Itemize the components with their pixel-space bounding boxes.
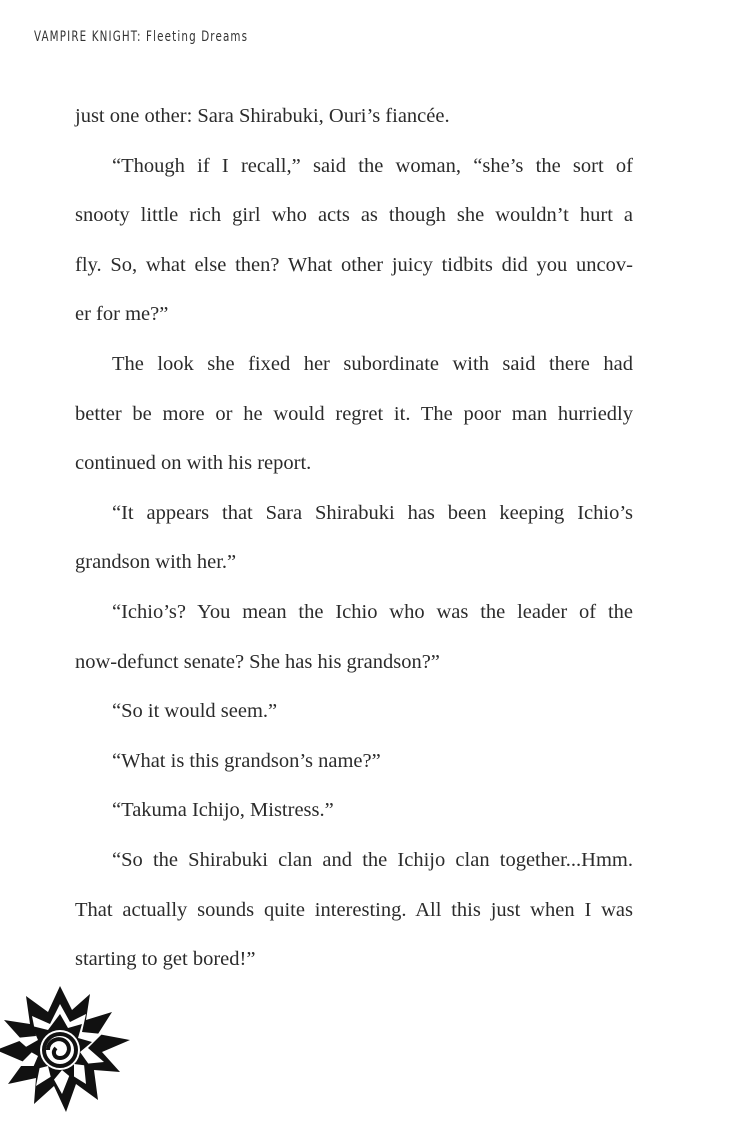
text-line: That actually sounds quite interesting. All this just when I was [75, 898, 633, 921]
running-header: VAMPIRE KNIGHT: Fleeting Dreams [34, 29, 249, 45]
text-line: “Though if I recall,” said the woman, “she’s the sort of [112, 154, 633, 177]
text-line: now-defunct senate? She has his grandson?” [75, 650, 440, 673]
text-line: fly. So, what else then? What other juicy tidbits did you uncov- [75, 253, 633, 276]
text-line: “So it would seem.” [112, 700, 278, 723]
text-line: continued on with his report. [75, 452, 312, 475]
gothic-rose-ornament-icon [0, 980, 140, 1130]
text-line: grandson with her.” [75, 551, 237, 574]
text-line: better be more or he would regret it. The poor man hurriedly [75, 402, 633, 425]
text-line: “Takuma Ichijo, Mistress.” [112, 799, 334, 822]
text-line: snooty little rich girl who acts as though she wouldn’t hurt a [75, 204, 633, 227]
text-line: er for me?” [75, 303, 169, 326]
text-line: “Ichio’s? You mean the Ichio who was the leader of the [112, 600, 633, 623]
text-line: “It appears that Sara Shirabuki has been keeping Ichio’s [112, 501, 633, 524]
text-line: “So the Shirabuki clan and the Ichijo clan together...Hmm. [112, 848, 633, 871]
text-line: just one other: Sara Shirabuki, Ouri’s fiancée. [75, 105, 450, 127]
text-line: The look she fixed her subordinate with said there had [112, 352, 633, 375]
page-body [75, 102, 633, 995]
text-line: “What is this grandson’s name?” [112, 749, 381, 772]
text-line: starting to get bored!” [75, 948, 256, 971]
